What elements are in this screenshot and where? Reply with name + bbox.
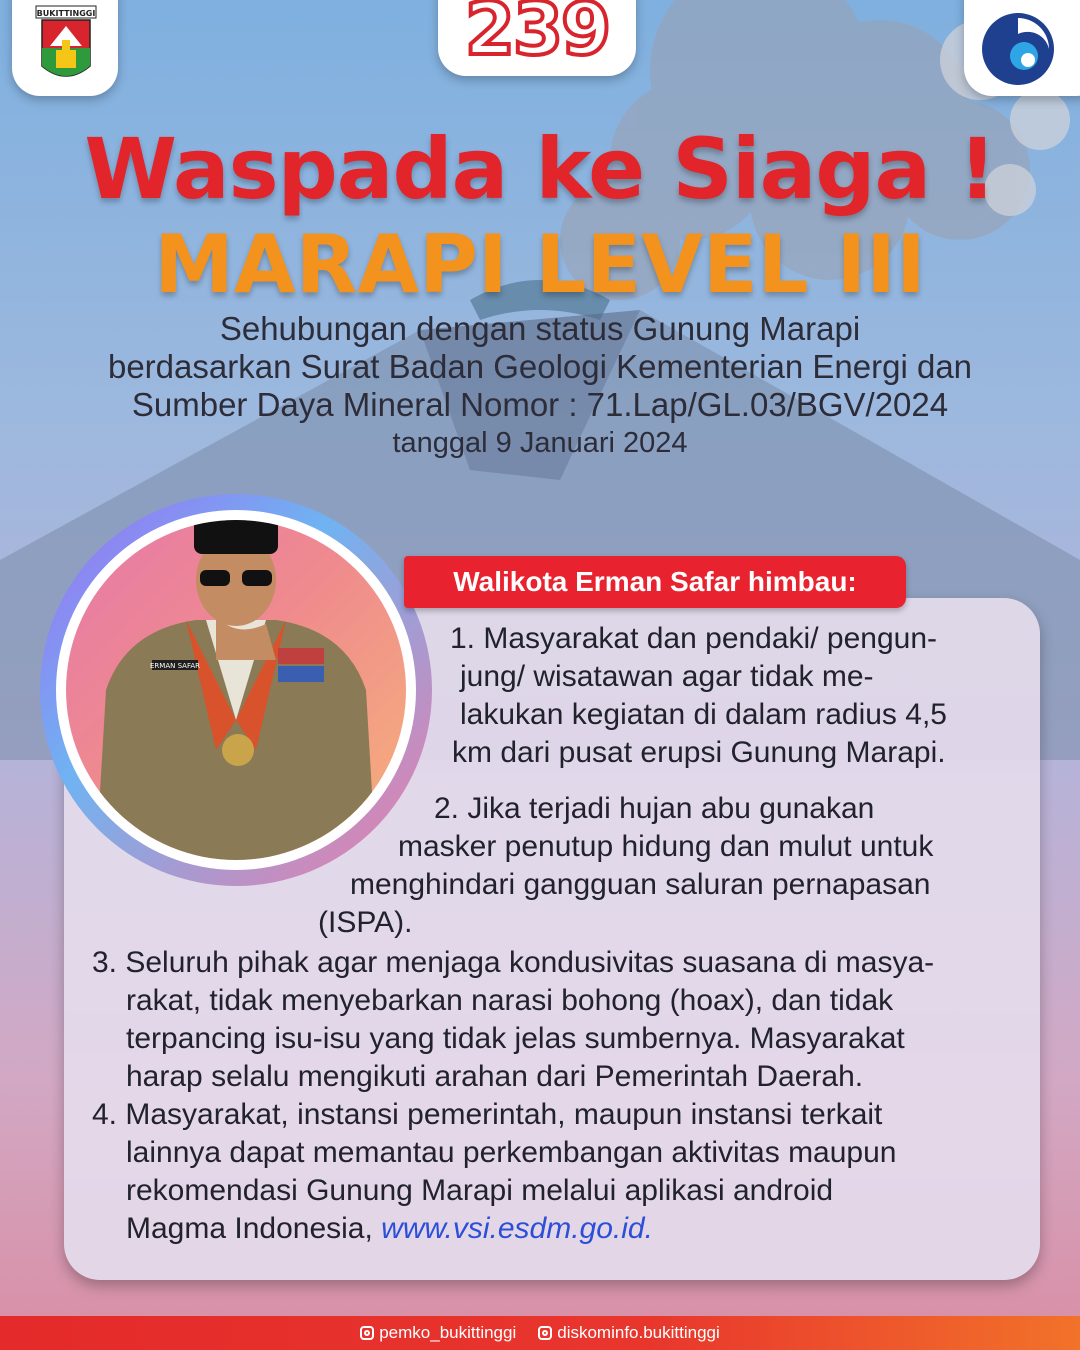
- item-line: lakukan kegiatan di dalam radius 4,5: [460, 698, 947, 731]
- intro-line: Sehubungan dengan status Gunung Marapi: [219, 310, 861, 347]
- item-line: terpancing isu-isu yang tidak jelas sumbernya. Masyarakat: [126, 1022, 905, 1055]
- footer-bar: [0, 1316, 1080, 1350]
- item-line: lainnya dapat memantau perkembangan aktivitas maupun: [126, 1136, 897, 1169]
- item-line-with-link: [92, 1210, 896, 1248]
- appeal-item-3: [92, 944, 934, 1096]
- instagram-icon: [360, 1326, 374, 1340]
- kominfo-logo: [964, 0, 1080, 96]
- item-line: harap selalu mengikuti arahan dari Pemerintah Daerah.: [126, 1060, 864, 1093]
- item-line: 1. Masyarakat dan pendaki/ pengun-: [450, 622, 937, 655]
- headline-level: MARAPI LEVEL III: [154, 218, 926, 311]
- item-line: jung/ wisatawan agar tidak me-: [460, 660, 874, 693]
- appeal-item-2: [318, 790, 933, 942]
- headline-alert: Waspada ke Siaga !: [84, 120, 996, 218]
- vsi-esdm-link[interactable]: www.vsi.esdm.go.id.: [381, 1212, 653, 1245]
- bukittinggi-logo: [12, 0, 118, 96]
- item-line: 3. Seluruh pihak agar menjaga kondusivitas suasana di masya-: [92, 946, 935, 979]
- appeal-item-1: [450, 620, 947, 772]
- item-line: 4. Masyarakat, instansi pemerintah, maupun instansi terkait: [92, 1098, 883, 1131]
- anniversary-badge: [438, 0, 636, 76]
- item-line: (ISPA).: [318, 906, 413, 939]
- kominfo-swirl-icon: [978, 4, 1058, 94]
- logo-text: BUKITTINGGI: [36, 9, 96, 18]
- appeal-item-4: [92, 1096, 896, 1248]
- intro-line: Sumber Daya Mineral Nomor : 71.Lap/GL.03/BGV/2024: [131, 386, 949, 423]
- appeal-ribbon: Walikota Erman Safar himbau:: [404, 556, 906, 608]
- item-text: Magma Indonesia,: [126, 1212, 382, 1245]
- name-tag: ERMAN SAFAR: [150, 662, 200, 670]
- item-line: 2. Jika terjadi hujan abu gunakan: [434, 792, 875, 825]
- footer-handle-2[interactable]: [538, 1323, 720, 1343]
- item-line: km dari pusat erupsi Gunung Marapi.: [452, 736, 946, 769]
- intro-line: berdasarkan Surat Badan Geologi Kementerian Energi dan: [107, 348, 973, 385]
- item-line: rakat, tidak menyebarkan narasi bohong (hoax), dan tidak: [126, 984, 894, 1017]
- intro-date: tanggal 9 Januari 2024: [392, 427, 688, 459]
- footer-handle-1[interactable]: [360, 1323, 516, 1343]
- badge-number: 239: [464, 0, 610, 71]
- handle-text: diskominfo.bukittinggi: [557, 1323, 720, 1342]
- item-line: rekomendasi Gunung Marapi melalui aplikasi android: [126, 1174, 834, 1207]
- city-crest-icon: [12, 0, 118, 96]
- handle-text: pemko_bukittinggi: [379, 1323, 517, 1342]
- instagram-icon: [538, 1326, 552, 1340]
- item-line: masker penutup hidung dan mulut untuk: [398, 830, 934, 863]
- item-line: menghindari gangguan saluran pernapasan: [350, 868, 931, 901]
- intro-paragraph: [40, 310, 1040, 462]
